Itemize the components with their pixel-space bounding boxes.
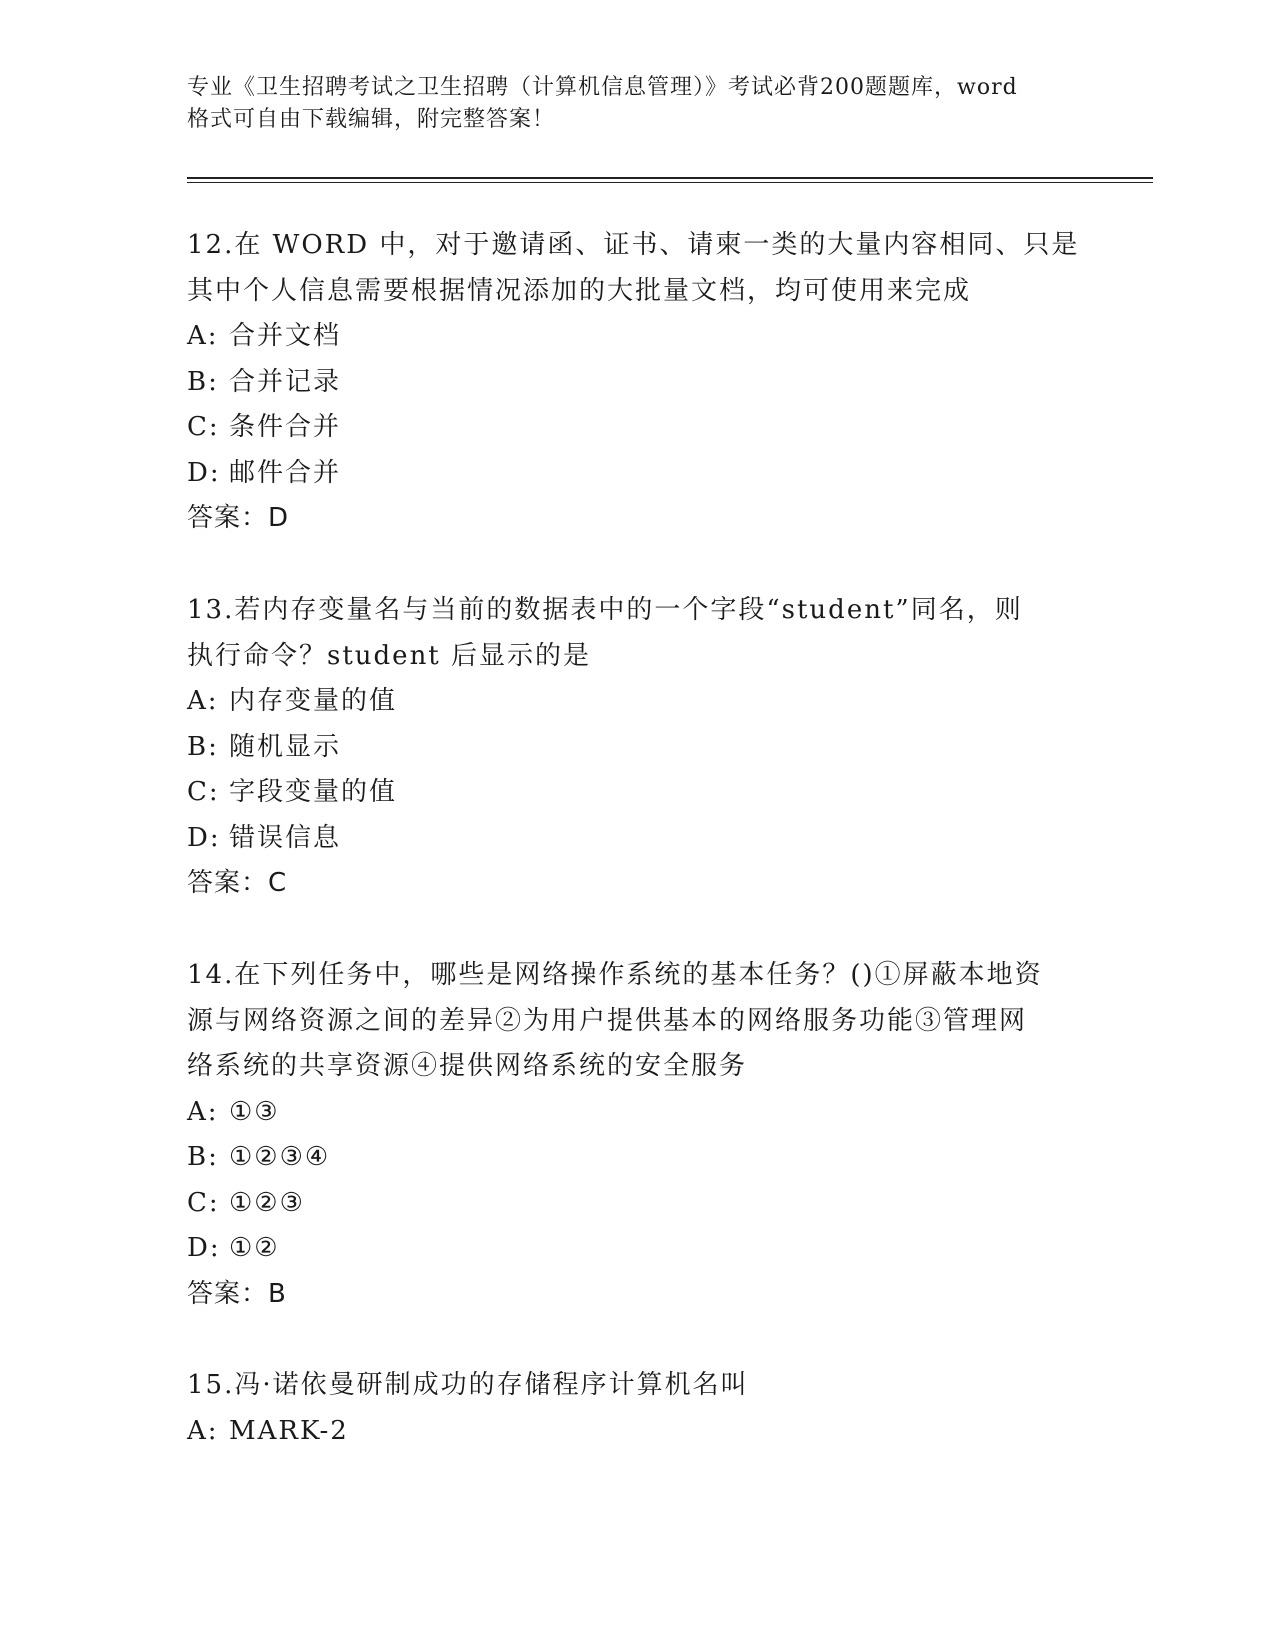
option-key: A: — [187, 686, 219, 716]
option-key: C: — [187, 412, 220, 442]
option-text: 合并记录 — [229, 366, 342, 397]
question-14 — [187, 953, 1087, 1317]
option-key: D: — [187, 1233, 221, 1263]
option-a — [187, 1409, 1087, 1455]
option-text: 条件合并 — [229, 412, 342, 442]
option-key: C: — [187, 1187, 220, 1218]
question-text-line: 源与网络资源之间的差异②为用户提供基本的网络服务功能③管理网 — [187, 1005, 1028, 1036]
question-text-line: 12.在 WORD 中，对于邀请函、证书、请柬一类的大量内容相同、只是 — [187, 230, 1080, 260]
question-text-line: 14.在下列任务中，哪些是网络操作系统的基本任务？()①屏蔽本地资 — [187, 960, 1043, 990]
option-a — [187, 1090, 1087, 1136]
option-d — [187, 1226, 1087, 1272]
option-c — [187, 405, 1087, 451]
question-text-line: 络系统的共享资源④提供网络系统的安全服务 — [187, 1051, 748, 1081]
answer-text: 答案：D — [187, 503, 290, 533]
option-b — [187, 360, 1087, 406]
option-key: A: — [187, 1415, 219, 1446]
answer-text: 答案：B — [187, 1278, 287, 1309]
header-line-2: 格式可自由下载编辑，附完整答案！ — [187, 107, 556, 132]
option-c — [187, 1181, 1087, 1227]
option-key: A: — [187, 1096, 219, 1127]
option-key: B: — [187, 1142, 219, 1172]
document-header — [187, 72, 1087, 136]
option-key: D: — [187, 457, 221, 488]
option-a — [187, 314, 1087, 360]
option-text: ①② — [229, 1233, 280, 1263]
question-12 — [187, 223, 1087, 542]
option-key: A: — [187, 321, 219, 351]
header-line-1: 专业《卫生招聘考试之卫生招聘（计算机信息管理）》考试必背200题题库，word — [187, 75, 1018, 100]
option-text: ①②③ — [229, 1187, 305, 1218]
header-divider-thin — [187, 182, 1153, 183]
option-b — [187, 725, 1087, 771]
option-text: MARK-2 — [229, 1415, 349, 1446]
option-text: 错误信息 — [229, 822, 342, 853]
option-b — [187, 1135, 1087, 1181]
option-key: B: — [187, 731, 219, 762]
answer-text: 答案：C — [187, 868, 288, 898]
option-c — [187, 770, 1087, 816]
question-text-line: 其中个人信息需要根据情况添加的大批量文档，均可使用来完成 — [187, 275, 972, 306]
option-text: 字段变量的值 — [229, 777, 398, 807]
option-text: ①②③④ — [229, 1142, 331, 1172]
question-15 — [187, 1363, 1087, 1454]
option-d — [187, 451, 1087, 497]
option-key: B: — [187, 366, 219, 397]
option-text: 邮件合并 — [229, 457, 342, 488]
option-text: 随机显示 — [229, 731, 342, 762]
question-text-line: 执行命令？student 后显示的是 — [187, 640, 592, 671]
question-text-line: 13.若内存变量名与当前的数据表中的一个字段“student”同名，则 — [187, 595, 1023, 625]
option-a — [187, 679, 1087, 725]
option-text: 合并文档 — [229, 321, 342, 351]
header-divider — [187, 177, 1153, 179]
question-13 — [187, 588, 1087, 907]
option-key: D: — [187, 822, 221, 853]
option-key: C: — [187, 777, 220, 807]
option-text: 内存变量的值 — [229, 686, 398, 716]
question-text-line: 15.冯·诺依曼研制成功的存储程序计算机名叫 — [187, 1370, 749, 1400]
option-d — [187, 816, 1087, 862]
option-text: ①③ — [229, 1096, 280, 1127]
